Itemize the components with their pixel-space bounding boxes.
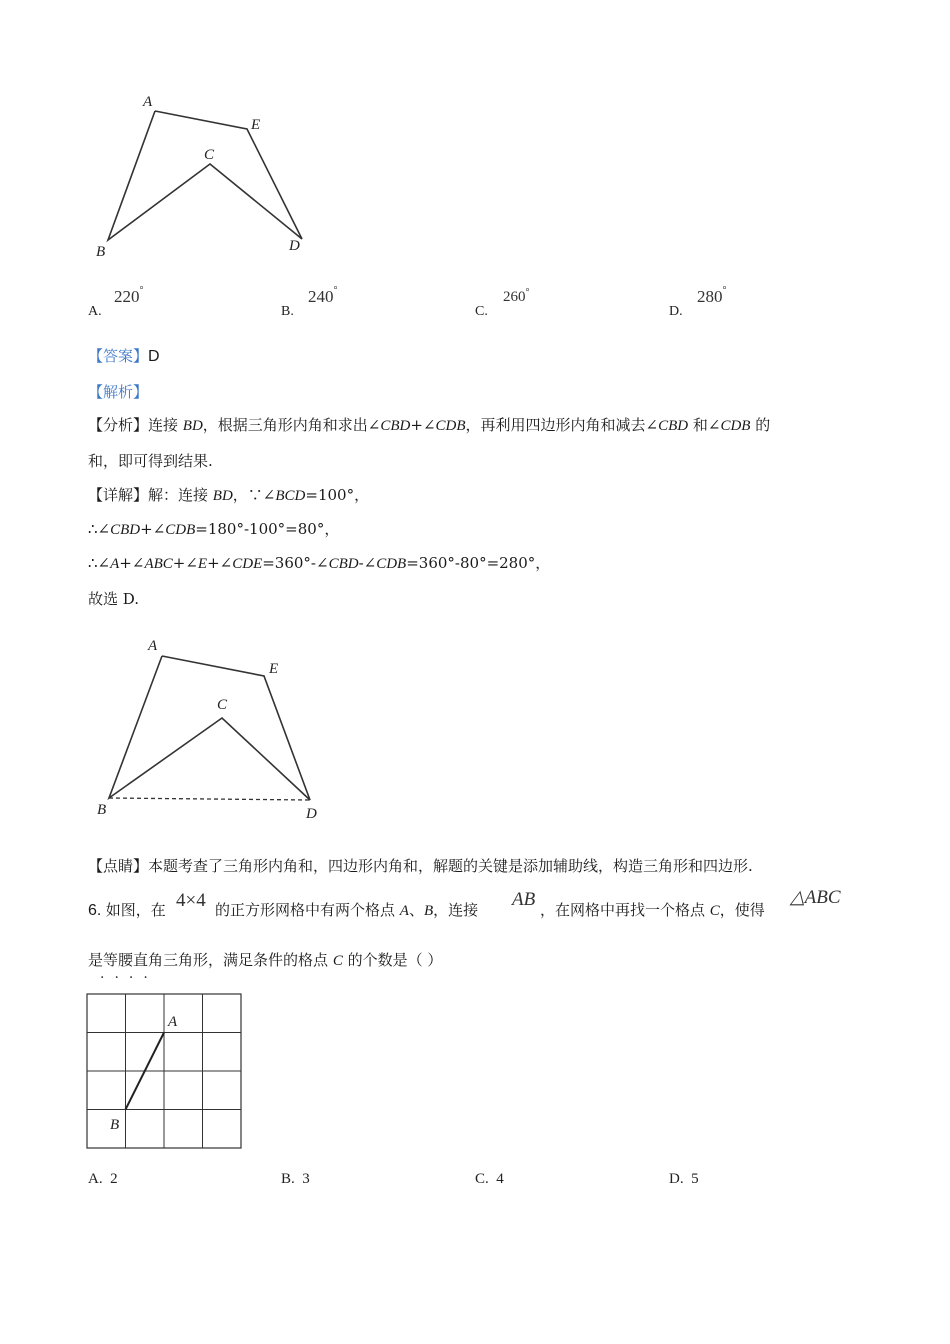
dianjing-line: 【点睛】本题考查了三角形内角和，四边形内角和，解题的关键是添加辅助线，构造三角形和四边形. [88,857,753,875]
q6-option-a: A. 2 [88,1171,118,1187]
choose-line: 故选 D. [88,590,140,608]
label-C: C [204,147,215,163]
label-E-2: E [269,661,279,677]
q5-option-a-letter: A. [88,304,102,319]
q6-option-c: C. 4 [475,1171,504,1187]
grid-label-B: B [110,1117,120,1133]
fenxi-line-1: 【分析】连接 BD，根据三角形内角和求出∠CBD+∠CDB，再利用四边形内角和减去∠CBD 和∠CDB 的 [88,416,771,434]
dashed-bd [109,798,310,800]
step-2-line: ∴∠CBD+∠CDB=180°-100°=80°， [88,520,340,538]
q6-option-b: B. 3 [281,1171,310,1187]
q5-option-a-value: 220° [114,285,144,306]
q5-option-b-value: 240° [308,285,338,306]
label-B: B [96,244,106,260]
xiangjie-line: 【详解】解：连接 BD，∵∠BCD=100°， [88,486,370,504]
figure-pentagon-2 [80,628,360,828]
q5-option-d-value: 280° [697,285,727,306]
fenxi-line-2: 和，即可得到结果. [88,452,213,470]
step-3-line: ∴∠A+∠ABC+∠E+∠CDE=360°-∠CBD-∠CDB=360°-80°=280°， [88,554,551,572]
label-A: A [143,94,153,110]
q5-option-b-letter: B. [281,304,294,319]
q6-line-1-end: ，在网格中再找一个格点 C，使得 [540,901,765,919]
analysis-tag: 【解析】 [88,383,149,401]
label-D: D [289,238,300,254]
label-A-2: A [148,638,158,654]
q6-segment-ab: AB [512,889,536,910]
q6-line-2: 是等腰直角三角形，满足条件的格点 C 的个数是（ ） [88,951,443,969]
q6-option-d: D. 5 [669,1171,699,1187]
q5-option-c-letter: C. [475,304,488,319]
label-B-2: B [97,802,107,818]
q6-line-1: 6. 如图，在 [88,901,166,919]
figure-pentagon-1 [80,80,340,280]
label-D-2: D [306,806,317,822]
pentagon-outline [108,111,302,240]
q5-option-c-value: 260° [503,287,530,305]
emphasis-dots: ···· [100,970,158,986]
label-C-2: C [217,697,228,713]
figure-grid [80,986,260,1156]
answer-line [88,346,160,367]
answer-tag: 【答案】 [88,347,149,365]
label-E: E [251,117,261,133]
q6-triangle-abc: △ABC [790,887,841,908]
pentagon-outline-2 [109,656,310,800]
grid-label-A: A [168,1014,178,1030]
q6-line-1-cont: 的正方形网格中有两个格点 A、B，连接 [215,901,479,919]
q5-option-d-letter: D. [669,304,683,319]
q6-grid-size: 4×4 [176,890,206,911]
answer-value: D [148,348,160,365]
